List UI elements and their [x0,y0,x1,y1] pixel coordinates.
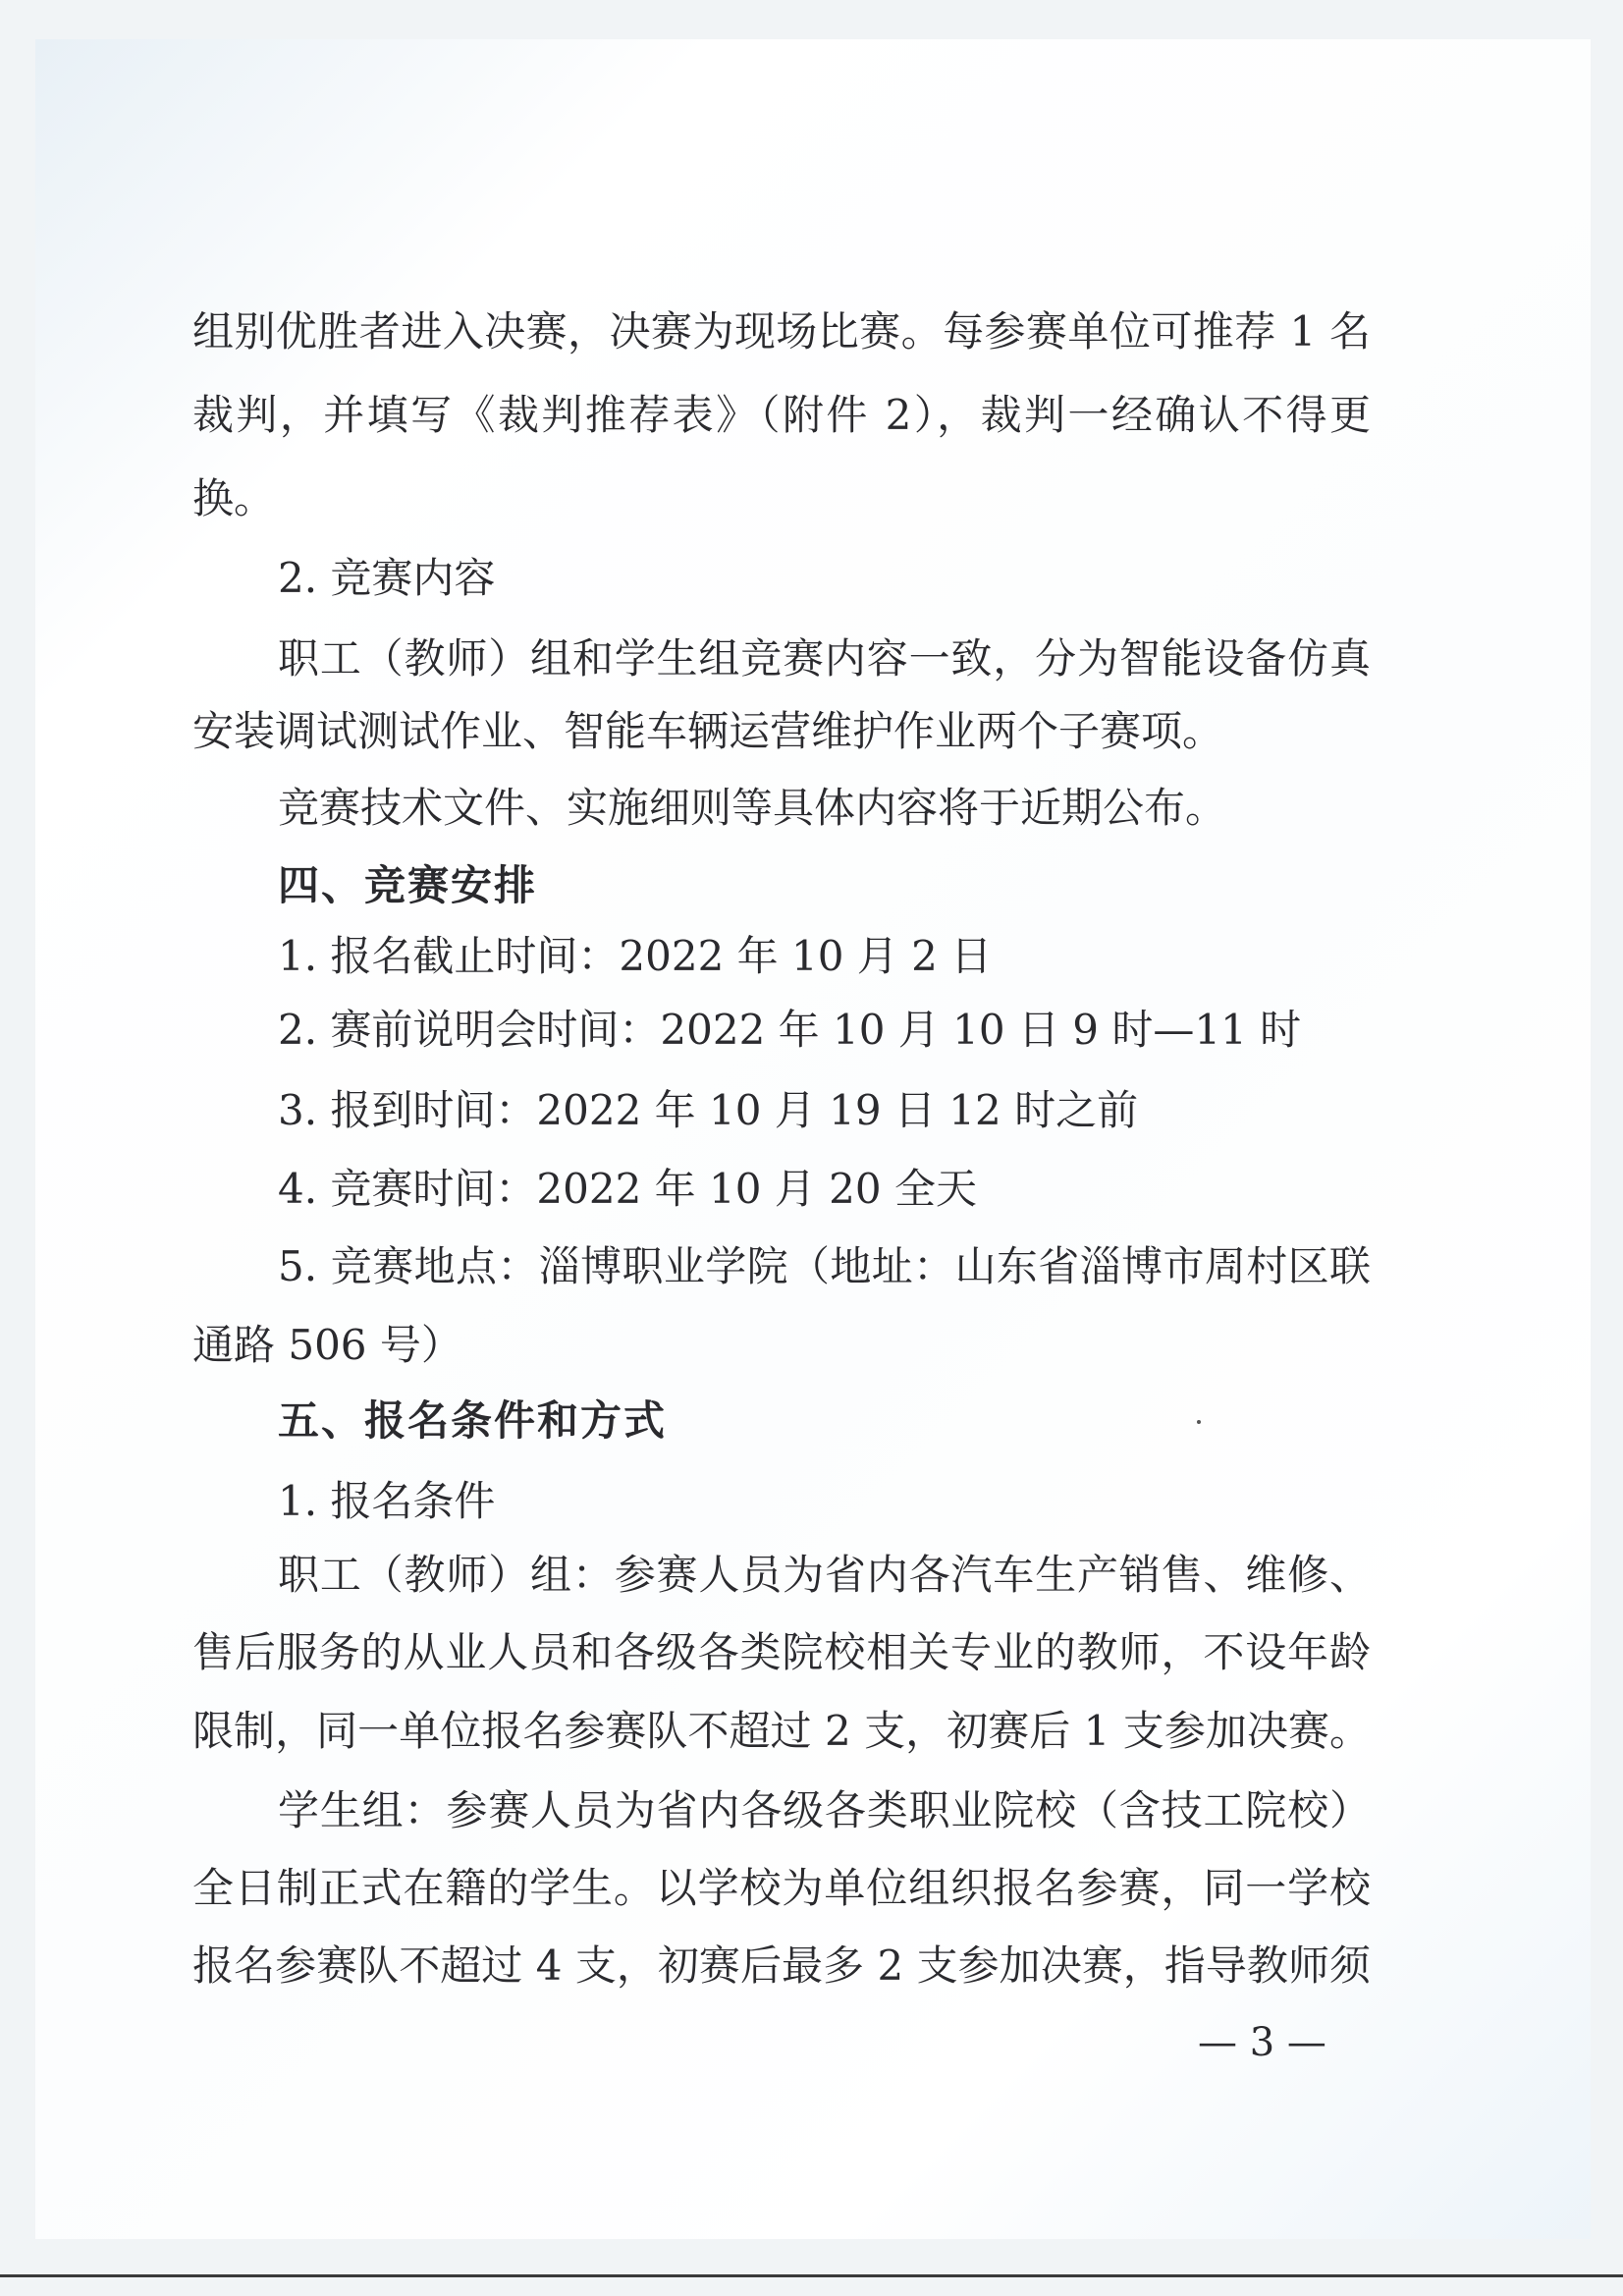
paragraph-line: 全日制正式在籍的学生。以学校为单位组织报名参赛，同一学校 [192,1864,1371,1912]
paragraph-line: 职工（教师）组和学生组竞赛内容一致，分为智能设备仿真 [278,634,1371,683]
schedule-item: 4. 竞赛时间：2022 年 10 月 20 全天 [278,1165,977,1213]
section-heading: 五、报名条件和方式 [278,1396,668,1445]
paragraph-line: 限制，同一单位报名参赛队不超过 2 支，初赛后 1 支参加决赛。 [192,1707,1371,1755]
page-number: — 3 — [1198,2020,1326,2065]
paragraph-line: 换。 [192,474,276,522]
paragraph-line: 安装调试测试作业、智能车辆运营维护作业两个子赛项。 [192,707,1224,755]
section-heading: 四、竞赛安排 [278,861,538,909]
paragraph-line: 学生组：参赛人员为省内各级各类职业院校（含技工院校） [278,1786,1371,1834]
scan-speck [1197,1420,1201,1424]
subheading: 1. 报名条件 [278,1477,496,1525]
schedule-item: 1. 报名截止时间：2022 年 10 月 2 日 [278,932,993,980]
subheading: 2. 竞赛内容 [278,554,496,602]
paragraph-line: 竞赛技术文件、实施细则等具体内容将于近期公布。 [278,784,1227,832]
schedule-item: 2. 赛前说明会时间：2022 年 10 月 10 日 9 时—11 时 [278,1006,1302,1054]
schedule-item: 3. 报到时间：2022 年 10 月 19 日 12 时之前 [278,1086,1139,1134]
paragraph-line: 报名参赛队不超过 4 支，初赛后最多 2 支参加决赛，指导教师须 [192,1941,1371,1990]
paragraph-line: 售后服务的从业人员和各级各类院校相关专业的教师，不设年龄 [192,1628,1371,1676]
paragraph-line: 职工（教师）组：参赛人员为省内各汽车生产销售、维修、 [278,1551,1371,1599]
schedule-item-continued: 通路 506 号） [192,1321,462,1369]
paragraph-line: 组别优胜者进入决赛，决赛为现场比赛。每参赛单位可推荐 1 名 [192,307,1371,355]
schedule-item: 5. 竞赛地点：淄博职业学院（地址：山东省淄博市周村区联 [278,1242,1371,1290]
paragraph-line: 裁判，并填写《裁判推荐表》（附件 2），裁判一经确认不得更 [192,391,1371,439]
